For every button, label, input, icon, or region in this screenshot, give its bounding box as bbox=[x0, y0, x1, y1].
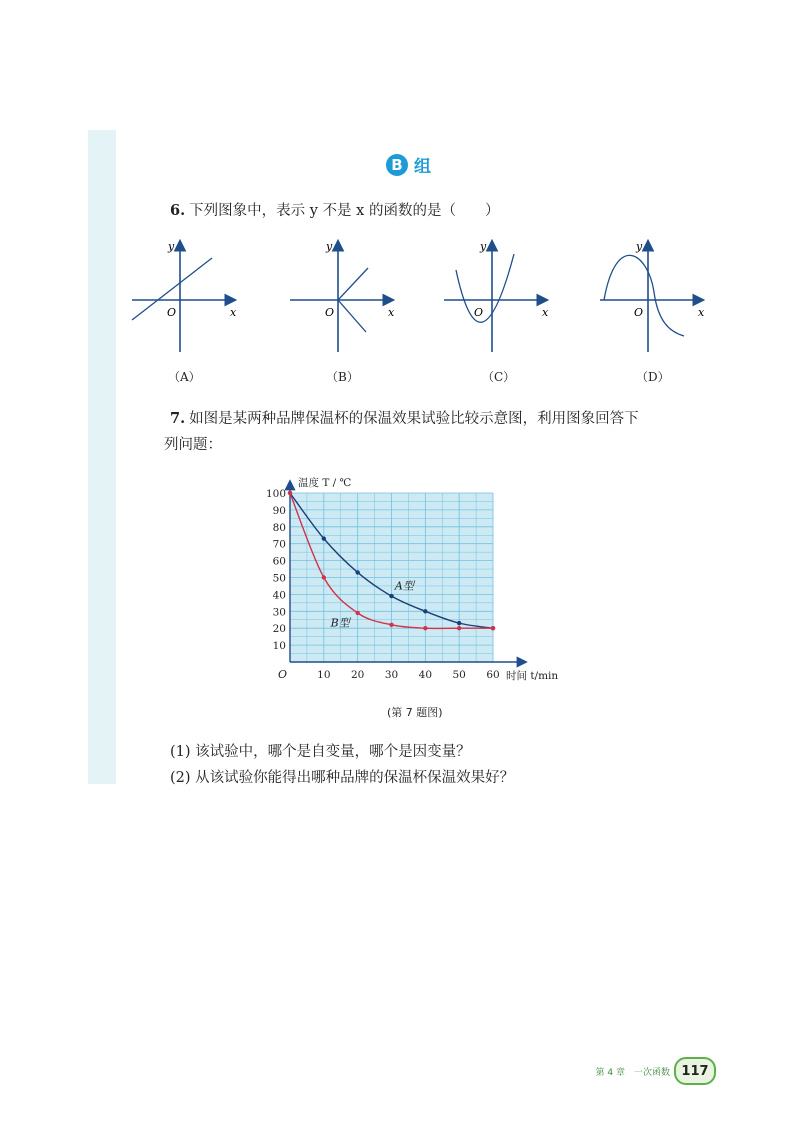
origin-label: O bbox=[325, 306, 335, 319]
temperature-chart-svg bbox=[262, 474, 582, 689]
x-tick-label: 60 bbox=[486, 669, 500, 681]
data-point bbox=[355, 570, 359, 574]
origin-label: O bbox=[634, 306, 644, 319]
graph-c bbox=[440, 232, 552, 356]
y-tick-label: 90 bbox=[272, 504, 286, 517]
y-tick-label: 70 bbox=[272, 538, 286, 551]
temperature-chart bbox=[262, 474, 582, 689]
question-7-number: 7. bbox=[170, 410, 186, 427]
group-title bbox=[386, 152, 431, 177]
series-label-a: A型 bbox=[394, 579, 414, 593]
question-7-line2: 列问题： bbox=[164, 437, 222, 453]
question-7-line1: 如图是某两种品牌保温杯的保温效果试验比较示意图，利用图象回答下 bbox=[189, 411, 639, 427]
data-point bbox=[423, 609, 427, 613]
graph-a bbox=[128, 232, 240, 356]
group-label: 组 bbox=[414, 157, 431, 177]
curve bbox=[456, 254, 514, 322]
y-tick-label: 40 bbox=[272, 589, 286, 602]
origin-label: O bbox=[167, 306, 177, 319]
x-label: x bbox=[388, 306, 395, 319]
curve bbox=[604, 255, 684, 336]
x-label: x bbox=[230, 306, 237, 319]
data-point bbox=[457, 621, 461, 625]
origin-label: O bbox=[278, 668, 288, 681]
question-6-text: 下列图象中，表示 y 不是 x 的函数的是（ ） bbox=[189, 203, 500, 219]
data-point bbox=[288, 491, 292, 495]
question-6 bbox=[170, 198, 499, 224]
data-point bbox=[491, 626, 495, 630]
data-point bbox=[457, 626, 461, 630]
question-6-number: 6. bbox=[170, 202, 186, 219]
y-label: y bbox=[168, 240, 175, 253]
data-point bbox=[322, 575, 326, 579]
data-point bbox=[423, 626, 427, 630]
y-label: y bbox=[636, 240, 643, 253]
origin-label: O bbox=[474, 306, 484, 319]
figure-caption: (第 7 题图) bbox=[387, 706, 443, 719]
option-d-label: （D） bbox=[636, 370, 670, 384]
data-point bbox=[355, 611, 359, 615]
y-tick-label: 80 bbox=[272, 521, 286, 534]
x-tick-label: 50 bbox=[452, 669, 466, 681]
chapter-title: 第 4 章 一次函数 bbox=[595, 1067, 670, 1078]
group-badge: B bbox=[386, 154, 408, 176]
sidebar-band bbox=[88, 130, 116, 784]
y-label: y bbox=[480, 240, 487, 253]
x-label: x bbox=[542, 306, 549, 319]
page-footer bbox=[596, 1057, 716, 1085]
y-tick-label: 10 bbox=[272, 640, 286, 653]
question-7 bbox=[164, 406, 710, 458]
x-tick-label: 30 bbox=[384, 669, 399, 681]
x-axis-label: 时间 t/min bbox=[506, 670, 559, 682]
graph-b bbox=[286, 232, 398, 356]
option-c-label: （C） bbox=[482, 370, 516, 384]
y-axis-label: 温度 T / ℃ bbox=[298, 477, 352, 489]
graph-d bbox=[596, 232, 708, 356]
x-tick-label: 20 bbox=[350, 669, 365, 681]
data-point bbox=[389, 623, 393, 627]
y-label: y bbox=[326, 240, 333, 253]
data-point bbox=[389, 594, 393, 598]
sub-question-1: (1) 该试验中，哪个是自变量，哪个是因变量？ bbox=[170, 744, 471, 760]
x-tick-label: 40 bbox=[418, 669, 433, 681]
y-tick-label: 60 bbox=[272, 555, 286, 568]
series-label-b: B型 bbox=[330, 616, 350, 630]
sub-question-2: (2) 从该试验你能得出哪种品牌的保温杯保温效果好？ bbox=[170, 770, 515, 786]
y-tick-label: 50 bbox=[272, 572, 286, 585]
y-tick-label: 20 bbox=[272, 623, 286, 636]
x-tick-label: 10 bbox=[317, 669, 331, 681]
x-label: x bbox=[698, 306, 705, 319]
option-b-label: （B） bbox=[326, 370, 359, 384]
data-point bbox=[322, 536, 326, 540]
page-number: 117 bbox=[674, 1057, 716, 1085]
option-a-label: （A） bbox=[168, 370, 201, 384]
y-tick-label: 100 bbox=[265, 488, 286, 500]
y-tick-label: 30 bbox=[272, 606, 286, 619]
